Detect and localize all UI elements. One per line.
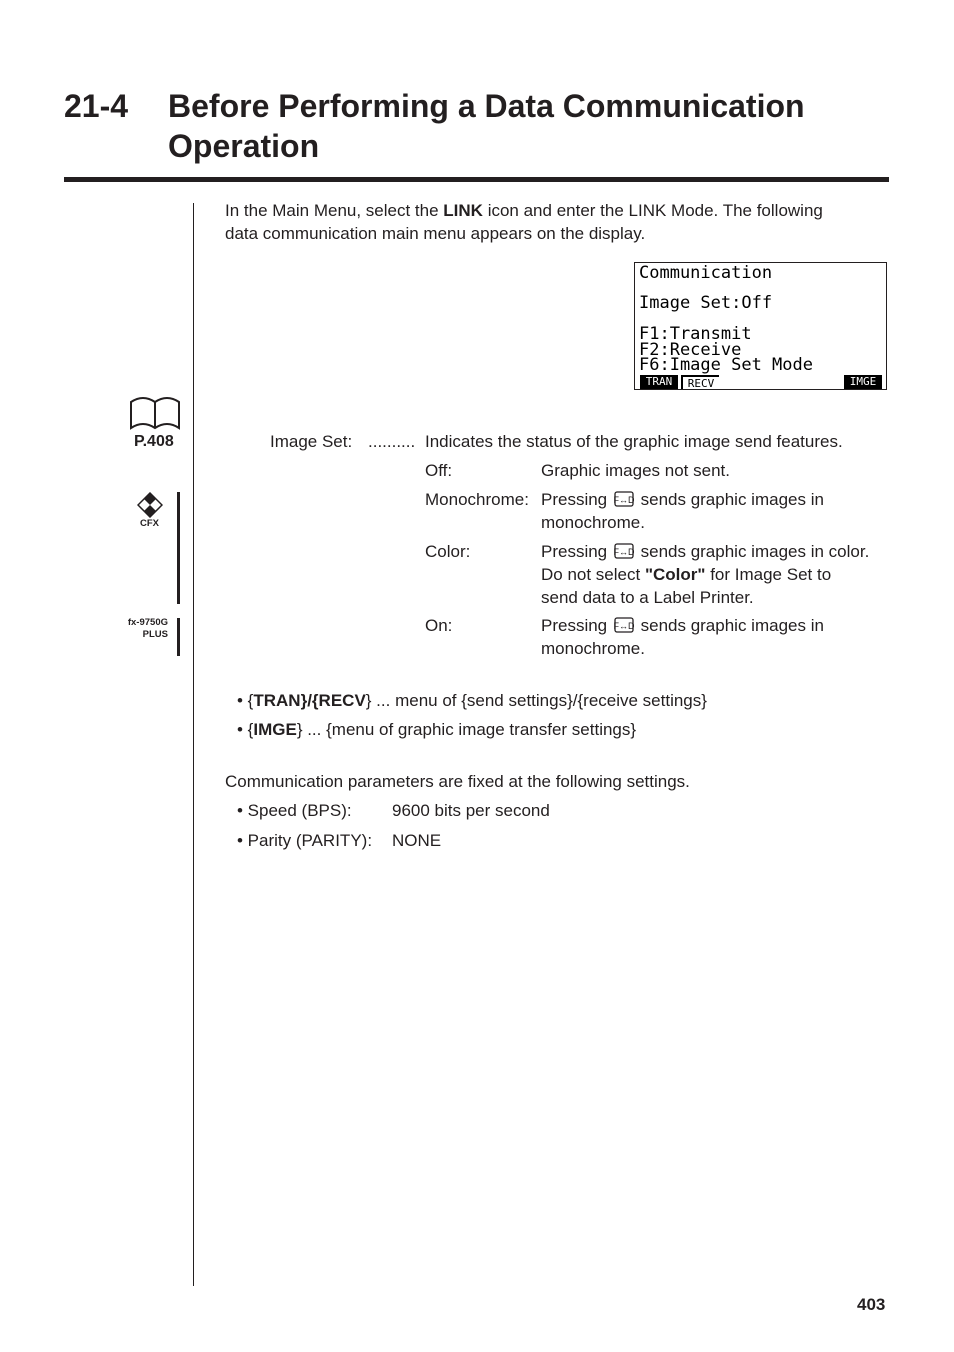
fx-label-line: PLUS bbox=[142, 629, 168, 640]
option-name: Monochrome: bbox=[425, 490, 529, 509]
fkey-recv: RECV bbox=[681, 375, 719, 389]
color-keyword: "Color" bbox=[644, 565, 706, 584]
bullet-item bbox=[237, 689, 707, 712]
param-label: • Speed (BPS): bbox=[237, 801, 352, 820]
screen-line: F2:Receive bbox=[639, 340, 742, 360]
fkey-imge: IMGE bbox=[844, 375, 882, 389]
option-text bbox=[541, 563, 831, 586]
tran-keyword: TRAN bbox=[253, 691, 301, 710]
image-set-description: Indicates the status of the graphic image send features. bbox=[425, 432, 843, 451]
page-number: 403 bbox=[857, 1295, 886, 1314]
screen-line: Communication bbox=[639, 263, 773, 283]
param-value: 9600 bits per second bbox=[392, 801, 550, 820]
option-text: send data to a Label Printer. bbox=[541, 588, 754, 607]
bullet-text: • { bbox=[237, 720, 254, 739]
intro-text: In the Main Menu, select the bbox=[225, 201, 444, 220]
option-text bbox=[541, 488, 824, 511]
option-text bbox=[541, 614, 824, 637]
screen-line: F6:Image Set Mode bbox=[639, 355, 813, 375]
pressing-text: Pressing bbox=[541, 616, 608, 635]
f-d-key-icon bbox=[614, 543, 634, 559]
fx-label-line: fx-9750G bbox=[127, 617, 168, 628]
bullet-text: } ... menu of {send settings}/{receive settings} bbox=[365, 691, 707, 710]
param-label: • Parity (PARITY): bbox=[237, 831, 373, 850]
fkey-tran: TRAN bbox=[640, 375, 678, 389]
pressing-text: Pressing bbox=[541, 542, 608, 561]
screen-line: F1:Transmit bbox=[639, 324, 752, 344]
intro-text: icon and enter the LINK Mode. The following bbox=[482, 201, 823, 220]
fx-model-label bbox=[118, 617, 168, 641]
option-text: monochrome. bbox=[541, 513, 645, 532]
recv-keyword: RECV bbox=[318, 691, 366, 710]
reference-page: P.408 bbox=[134, 433, 174, 450]
margin-rule bbox=[193, 203, 194, 1286]
book-icon bbox=[129, 396, 181, 430]
image-set-label: Image Set: bbox=[270, 432, 353, 451]
page-title-line2: Operation bbox=[168, 128, 320, 164]
option-name: Off: bbox=[425, 461, 453, 480]
leader-dots: .......... bbox=[368, 432, 416, 451]
note-text: for Image Set to bbox=[705, 565, 832, 584]
f-d-key-icon bbox=[614, 617, 634, 633]
option-text: Graphic images not sent. bbox=[541, 461, 730, 480]
after-key-text: sends graphic images in color. bbox=[640, 542, 870, 561]
svg-text:F↔D: F↔D bbox=[613, 547, 634, 557]
fx-bar bbox=[177, 618, 180, 656]
after-key-text: sends graphic images in bbox=[640, 616, 824, 635]
bullet-text: }/{ bbox=[300, 691, 319, 710]
cfx-bar bbox=[177, 492, 180, 604]
pressing-text: Pressing bbox=[541, 490, 608, 509]
note-text: Do not select bbox=[541, 565, 645, 584]
bullet-item bbox=[237, 718, 636, 741]
option-text bbox=[541, 540, 869, 563]
intro-line2: data communication main menu appears on the display. bbox=[225, 224, 646, 243]
bullet-text: • { bbox=[237, 691, 254, 710]
link-keyword: LINK bbox=[443, 201, 483, 220]
f-d-key-icon bbox=[614, 491, 634, 507]
params-intro: Communication parameters are fixed at the following settings. bbox=[225, 772, 690, 791]
option-text: monochrome. bbox=[541, 639, 645, 658]
param-value: NONE bbox=[392, 831, 442, 850]
after-key-text: sends graphic images in bbox=[640, 490, 824, 509]
page-title-line1: Before Performing a Data Communication bbox=[168, 88, 805, 124]
section-number: 21-4 bbox=[64, 88, 129, 124]
option-name: Color: bbox=[425, 542, 471, 561]
bullet-text: } ... {menu of graphic image transfer settings} bbox=[296, 720, 637, 739]
calculator-screen bbox=[634, 262, 887, 390]
option-name: On: bbox=[425, 616, 453, 635]
cfx-label: CFX bbox=[140, 518, 159, 529]
title-rule bbox=[64, 177, 889, 182]
screen-line: Image Set:Off bbox=[639, 293, 773, 313]
intro-line1 bbox=[225, 199, 823, 222]
cfx-diamond-icon bbox=[137, 492, 163, 518]
svg-text:F↔D: F↔D bbox=[613, 495, 634, 505]
svg-text:F↔D: F↔D bbox=[613, 621, 634, 631]
imge-keyword: IMGE bbox=[253, 720, 297, 739]
